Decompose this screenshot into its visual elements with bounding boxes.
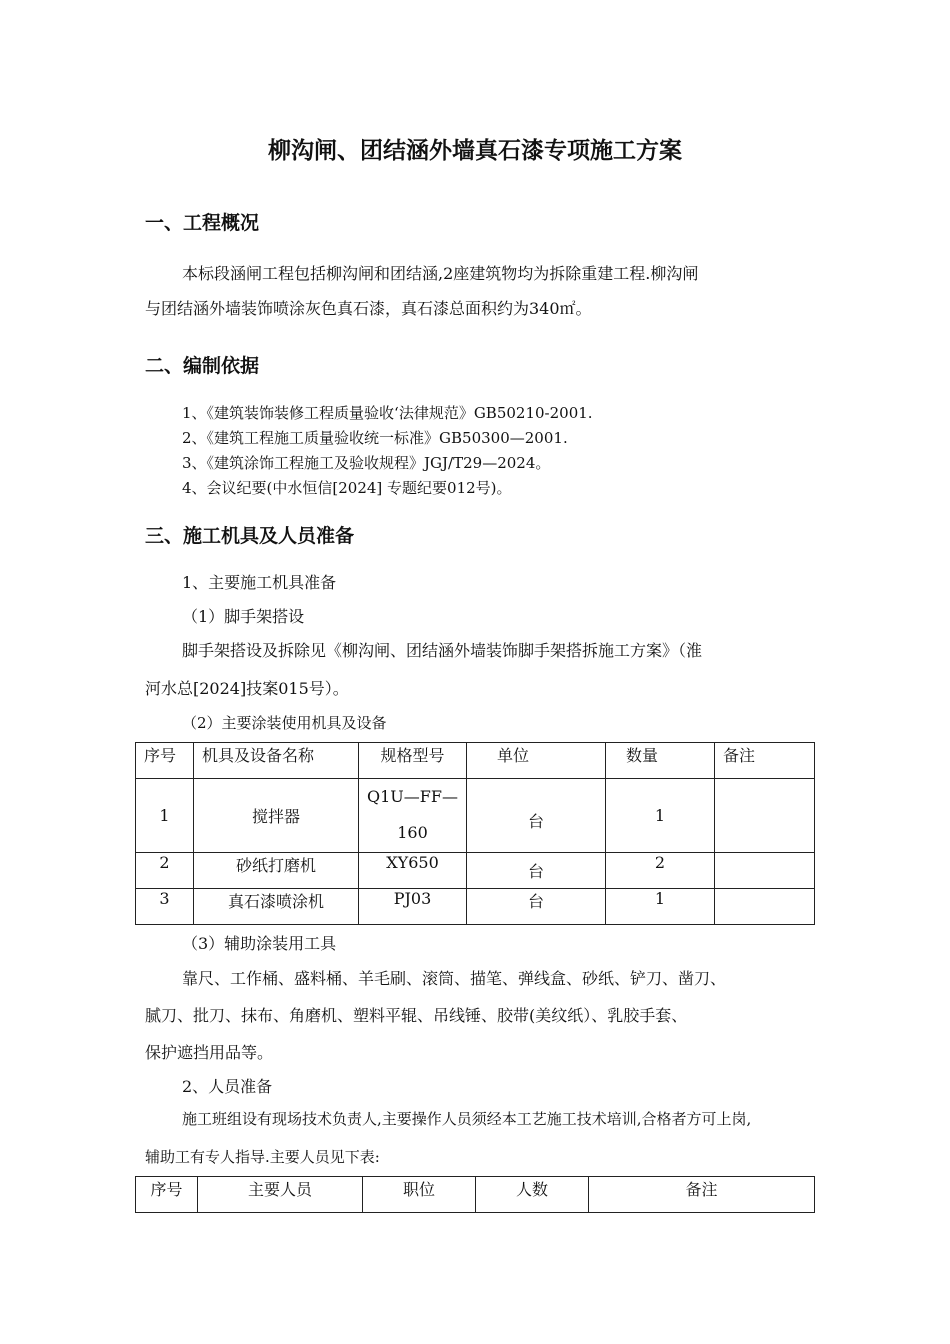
cell-no: 2 (136, 853, 194, 889)
cell-name: 真石漆喷涂机 (194, 889, 359, 925)
scaffold-text-line-2: 河水总[2024]技案015号）。 (145, 679, 349, 698)
reference-item: 3、《建筑涂饰工程施工及验收规程》JGJ/T29—2024。 (182, 454, 551, 472)
header-cell: 数量 (606, 743, 715, 779)
reference-item: 2、《建筑工程施工质量验收统一标准》GB50300—2001. (182, 429, 568, 447)
table-row (136, 779, 815, 853)
cell-no: 3 (136, 889, 194, 925)
header-cell: 备注 (715, 743, 815, 779)
cell-model (359, 779, 467, 853)
cell-model: XY650 (359, 853, 467, 889)
section-1-paragraph-line-1: 本标段涵闸工程包括柳沟闸和团结涵,2座建筑物均为拆除重建工程.柳沟闸 (182, 264, 699, 283)
cell-qty: 2 (606, 853, 715, 889)
cell-name: 搅拌器 (194, 779, 359, 853)
section-3-heading: 三、施工机具及人员准备 (145, 525, 355, 547)
cell-name: 砂纸打磨机 (194, 853, 359, 889)
cell-qty: 1 (606, 889, 715, 925)
header-cell: 备注 (589, 1177, 815, 1213)
equipment-table (135, 742, 815, 925)
table-header-row (136, 743, 815, 779)
subsection-scaffolding: （1）脚手架搭设 (182, 607, 305, 626)
personnel-text-line-1: 施工班组设有现场技术负责人,主要操作人员须经本工艺施工技术培训,合格者方可上岗, (182, 1110, 752, 1128)
section-2-heading: 二、编制依据 (145, 355, 260, 377)
cell-model-line: Q1U—FF— (367, 787, 458, 806)
subsection-aux-tools: （3）辅助涂装用工具 (182, 934, 337, 953)
cell-unit: 台 (467, 853, 606, 889)
tools-line-3: 保护遮挡用品等。 (145, 1043, 274, 1062)
subsection-machinery: 1、主要施工机具准备 (182, 573, 337, 592)
header-cell: 规格型号 (359, 743, 467, 779)
document-title: 柳沟闸、团结涵外墙真石漆专项施工方案 (268, 138, 682, 164)
table-row (136, 889, 815, 925)
header-cell: 序号 (136, 1177, 198, 1213)
header-cell: 主要人员 (198, 1177, 363, 1213)
header-cell: 职位 (363, 1177, 476, 1213)
table-row (136, 853, 815, 889)
subsection-equipment: （2）主要涂装使用机具及设备 (182, 714, 387, 732)
cell-unit: 台 (467, 889, 606, 925)
section-1-paragraph-line-2: 与团结涵外墙装饰喷涂灰色真石漆，真石漆总面积约为340㎡。 (145, 299, 592, 318)
table-header-row (136, 1177, 815, 1213)
header-cell: 单位 (467, 743, 606, 779)
tools-line-2: 腻刀、批刀、抹布、角磨机、塑料平辊、吊线锤、胶带(美纹纸）、乳胶手套、 (145, 1006, 688, 1025)
cell-unit: 台 (467, 779, 606, 853)
header-cell: 人数 (476, 1177, 589, 1213)
cell-note (715, 779, 815, 853)
reference-item: 4、会议纪要(中水恒信[2024] 专题纪要012号)。 (182, 479, 512, 497)
cell-model: PJ03 (359, 889, 467, 925)
tools-line-1: 靠尺、工作桶、盛料桶、羊毛刷、滚筒、描笔、弹线盒、砂纸、铲刀、凿刀、 (182, 969, 727, 988)
personnel-table (135, 1176, 815, 1213)
subsection-personnel: 2、人员准备 (182, 1077, 273, 1096)
header-cell: 序号 (136, 743, 194, 779)
header-cell: 机具及设备名称 (194, 743, 359, 779)
reference-item: 1、《建筑装饰装修工程质量验收‘法律规范》GB50210-2001. (182, 404, 593, 422)
cell-model-line: 160 (397, 823, 428, 842)
scaffold-text-line-1: 脚手架搭设及拆除见《柳沟闸、团结涵外墙装饰脚手架搭拆施工方案》（淮 (182, 641, 703, 660)
cell-no: 1 (136, 779, 194, 853)
cell-note (715, 889, 815, 925)
cell-note (715, 853, 815, 889)
section-1-heading: 一、工程概况 (145, 212, 260, 234)
personnel-text-line-2: 辅助工有专人指导.主要人员见下表: (145, 1148, 380, 1166)
cell-qty: 1 (606, 779, 715, 853)
